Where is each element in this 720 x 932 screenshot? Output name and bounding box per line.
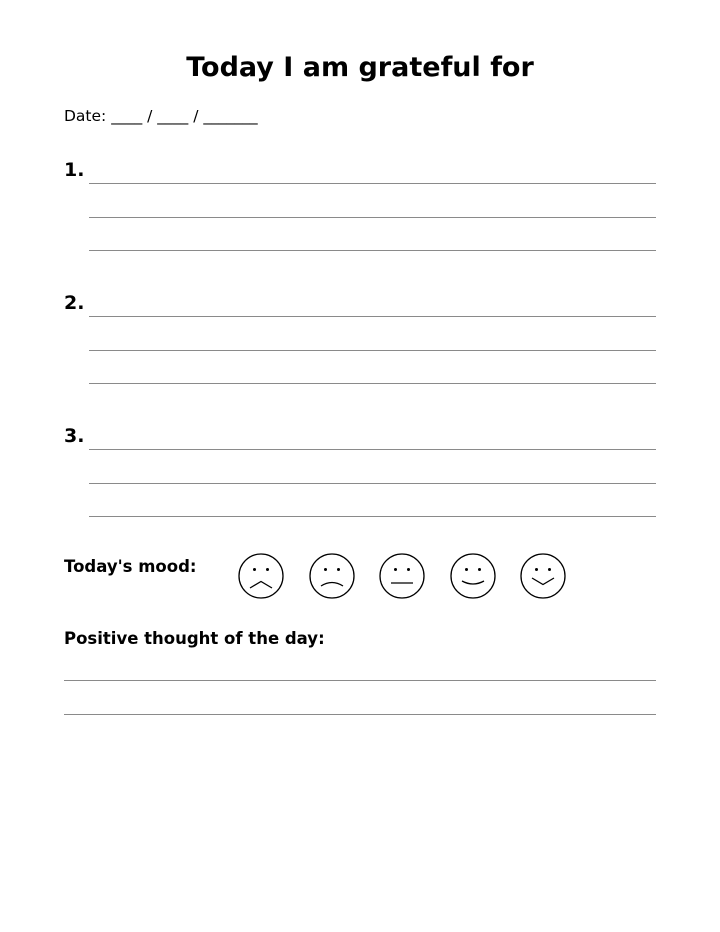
writing-line[interactable]: [64, 714, 656, 715]
writing-line[interactable]: [64, 680, 656, 681]
item-number-1: 1.: [64, 159, 85, 181]
date-field[interactable]: Date: ____ / ____ / _______: [64, 107, 258, 125]
neutral-face-icon[interactable]: [379, 553, 425, 599]
writing-line[interactable]: [89, 316, 656, 317]
writing-line[interactable]: [89, 350, 656, 351]
writing-line[interactable]: [89, 449, 656, 450]
item-number-3: 3.: [64, 425, 85, 447]
positive-thought-label: Positive thought of the day:: [64, 629, 325, 648]
very-happy-face-icon[interactable]: [520, 553, 566, 599]
writing-line[interactable]: [89, 483, 656, 484]
page-title: Today I am grateful for: [186, 52, 534, 83]
item-number-2: 2.: [64, 292, 85, 314]
writing-line[interactable]: [89, 217, 656, 218]
writing-line[interactable]: [89, 183, 656, 184]
writing-line[interactable]: [89, 516, 656, 517]
very-sad-face-icon[interactable]: [238, 553, 284, 599]
mood-label: Today's mood:: [64, 557, 197, 576]
writing-line[interactable]: [89, 383, 656, 384]
sad-face-icon[interactable]: [309, 553, 355, 599]
writing-line[interactable]: [89, 250, 656, 251]
smiling-face-icon[interactable]: [450, 553, 496, 599]
